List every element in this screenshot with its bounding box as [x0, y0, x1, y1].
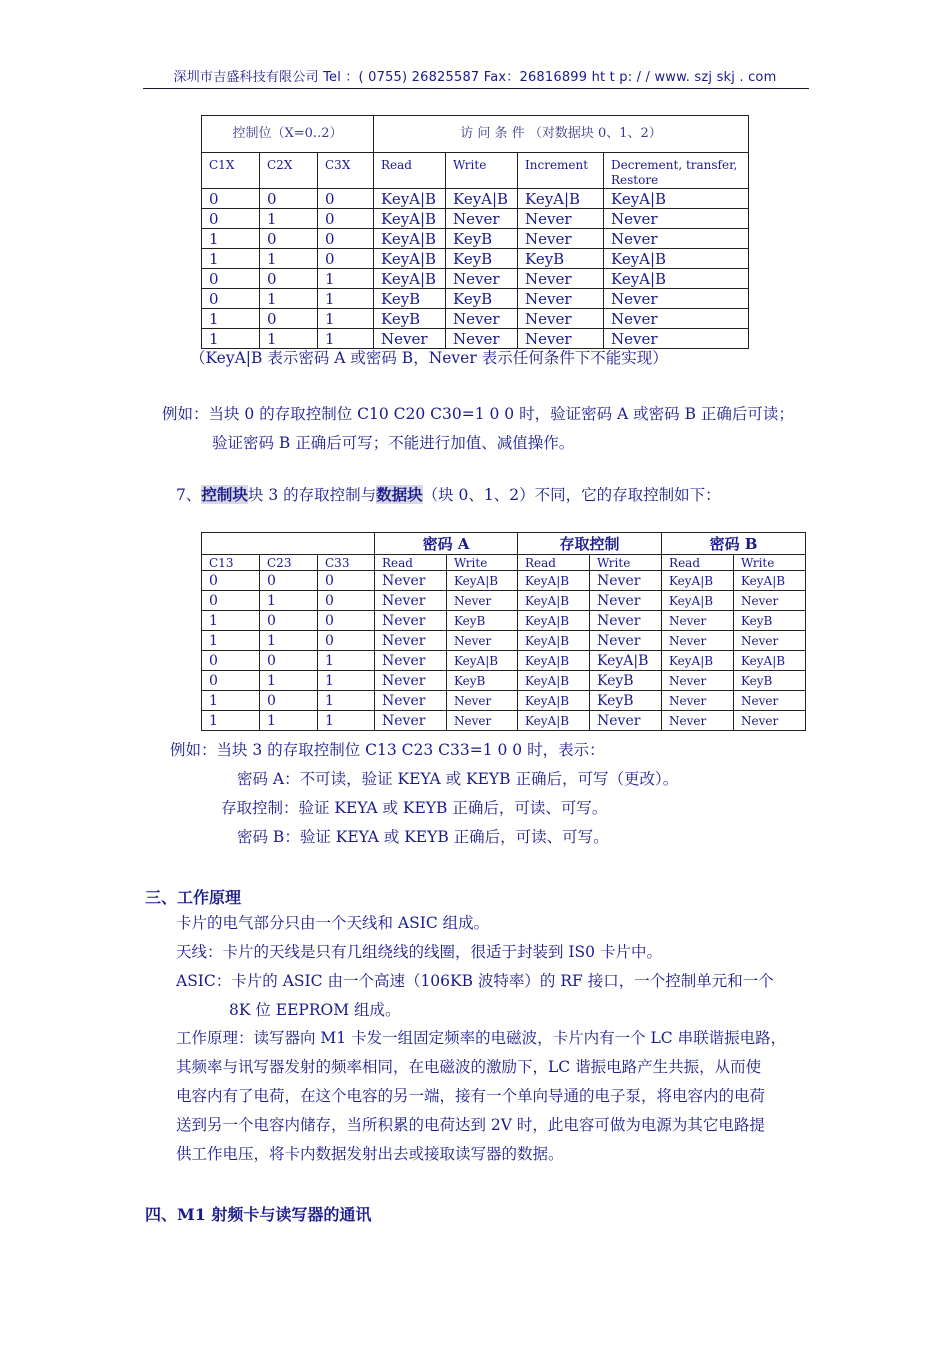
- table-cell: Never: [604, 229, 749, 249]
- table-cell: 0: [260, 571, 318, 591]
- section3-p4-line1: 工作原理：读写器向 M1 卡发一组固定频率的电磁波，卡片内有一个 LC 串联谐振电路，: [176, 1029, 787, 1047]
- table-cell: Never: [446, 329, 518, 349]
- table-cell: KeyB: [447, 611, 518, 631]
- column-header: C1X: [202, 153, 260, 189]
- section3-p2: 天线：卡片的天线是只有几组绕线的线圈，很适于封装到 IS0 卡片中。: [176, 943, 662, 961]
- table-cell: Never: [375, 611, 447, 631]
- table-cell: KeyA|B: [518, 631, 590, 651]
- table-cell: 0: [202, 269, 260, 289]
- table-cell: KeyA|B: [518, 571, 590, 591]
- table-cell: 0: [260, 611, 318, 631]
- table-row: [202, 309, 749, 329]
- column-header: [604, 153, 749, 189]
- table-cell: KeyA|B: [518, 671, 590, 691]
- column-header: Write: [590, 555, 662, 571]
- table-cell: Never: [447, 631, 518, 651]
- column-header: Read: [518, 555, 590, 571]
- table-cell: KeyB: [446, 249, 518, 269]
- table-cell: 1: [318, 309, 374, 329]
- section3-p4-line2: 其频率与讯写器发射的频率相同，在电磁波的激励下，LC 谐振电路产生共振，从而使: [176, 1058, 762, 1076]
- table-cell: 0: [318, 611, 375, 631]
- table-cell: 1: [260, 671, 318, 691]
- table-cell: KeyA|B: [518, 651, 590, 671]
- table-cell: KeyA|B: [604, 249, 749, 269]
- table-row: [202, 611, 806, 631]
- table-cell: KeyA|B: [374, 269, 446, 289]
- example2-line2: 密码 A：不可读，验证 KEYA 或 KEYB 正确后，可写（更改）。: [237, 770, 679, 788]
- section3-p4-line5: 供工作电压，将卡内数据发射出去或接取读写器的数据。: [176, 1145, 564, 1163]
- control-bits-header: 控制位（X=0..2）: [202, 116, 374, 153]
- section3-p4-line3: 电容内有了电荷，在这个电容的另一端，接有一个单向导通的电子泵，将电容内的电荷: [176, 1087, 766, 1105]
- table-cell: Never: [604, 289, 749, 309]
- table-cell: KeyA|B: [590, 651, 662, 671]
- table-cell: KeyA|B: [662, 571, 734, 591]
- table-row: [202, 671, 806, 691]
- table-cell: 1: [202, 711, 260, 731]
- header-divider: [143, 88, 809, 89]
- table-cell: KeyA|B: [662, 651, 734, 671]
- table-cell: KeyB: [518, 249, 604, 269]
- table-cell: 1: [260, 711, 318, 731]
- table-cell: Never: [374, 329, 446, 349]
- table-cell: 1: [202, 309, 260, 329]
- table-cell: 1: [202, 229, 260, 249]
- column-header: Write: [446, 153, 518, 189]
- blank-header-cell: [202, 533, 375, 555]
- column-header: C33: [318, 555, 375, 571]
- table-row: [202, 329, 749, 349]
- table-cell: Never: [375, 651, 447, 671]
- table-row: [202, 189, 749, 209]
- table-cell: Never: [518, 209, 604, 229]
- table-cell: Never: [604, 209, 749, 229]
- data-block-access-table: [201, 115, 749, 349]
- table-cell: 0: [318, 631, 375, 651]
- table-cell: 0: [202, 209, 260, 229]
- table-row: [202, 651, 806, 671]
- table-cell: Never: [590, 611, 662, 631]
- column-header: C3X: [318, 153, 374, 189]
- table-cell: KeyA|B: [374, 209, 446, 229]
- table-cell: 1: [260, 249, 318, 269]
- example1-line1: 例如：当块 0 的存取控制位 C10 C20 C30=1 0 0 时，验证密码 A 或密码 B 正确后可读；: [162, 405, 794, 423]
- section3-heading: 三、工作原理: [145, 888, 242, 907]
- table-cell: KeyA|B: [604, 189, 749, 209]
- table-cell: 0: [260, 691, 318, 711]
- table-cell: Never: [518, 229, 604, 249]
- table-cell: KeyA|B: [518, 189, 604, 209]
- table-cell: 0: [260, 269, 318, 289]
- table-cell: 0: [318, 229, 374, 249]
- table-cell: 0: [318, 249, 374, 269]
- section4-heading: 四、M1 射频卡与读写器的通讯: [145, 1205, 372, 1224]
- table-cell: Never: [734, 691, 806, 711]
- section7-title: [176, 485, 721, 505]
- column-header: Read: [375, 555, 447, 571]
- table-cell: 1: [202, 249, 260, 269]
- table-cell: Never: [662, 711, 734, 731]
- table-cell: KeyB: [446, 289, 518, 309]
- column-header: C2X: [260, 153, 318, 189]
- table-cell: 1: [202, 631, 260, 651]
- group-header-key-b: 密码 B: [662, 533, 806, 555]
- table-cell: 1: [318, 691, 375, 711]
- table-row: [202, 249, 749, 269]
- table-cell: 0: [202, 289, 260, 309]
- example2-line3: 存取控制：验证 KEYA 或 KEYB 正确后，可读、可写。: [221, 799, 608, 817]
- table-cell: 1: [318, 711, 375, 731]
- table-cell: 0: [260, 189, 318, 209]
- section3-p4-line4: 送到另一个电容内储存，当所积累的电荷达到 2V 时，此电容可做为电源为其它电路提: [176, 1116, 765, 1134]
- table-cell: 0: [318, 571, 375, 591]
- column-header: Write: [447, 555, 518, 571]
- table-cell: KeyA|B: [734, 571, 806, 591]
- table-cell: 0: [318, 189, 374, 209]
- table-cell: KeyA|B: [447, 651, 518, 671]
- table-cell: Never: [375, 591, 447, 611]
- table-cell: KeyA|B: [604, 269, 749, 289]
- example2-line1: 例如：当块 3 的存取控制位 C13 C23 C33=1 0 0 时，表示：: [170, 741, 605, 759]
- table-cell: KeyB: [374, 289, 446, 309]
- table-cell: Never: [447, 591, 518, 611]
- table-cell: Never: [447, 711, 518, 731]
- table-cell: KeyA|B: [374, 229, 446, 249]
- table-cell: Never: [734, 591, 806, 611]
- table-cell: 1: [260, 289, 318, 309]
- table-cell: KeyA|B: [662, 591, 734, 611]
- table-row: [202, 711, 806, 731]
- column-header-line: Restore: [611, 173, 659, 187]
- table-cell: 1: [318, 329, 374, 349]
- page-header: 深圳市吉盛科技有限公司 Tel ：( 0755) 26825587 Fax：26816899 ht t p: / / www. szj skj . com: [173, 70, 777, 85]
- table-cell: Never: [662, 611, 734, 631]
- table-cell: KeyB: [447, 671, 518, 691]
- table-cell: KeyA|B: [518, 611, 590, 631]
- column-header: C23: [260, 555, 318, 571]
- section3-p3a: ASIC：卡片的 ASIC 由一个高速（106KB 波特率）的 RF 接口，一个控制单元和一个: [176, 972, 774, 990]
- highlight-data-block: 数据块: [376, 485, 423, 504]
- table-cell: KeyB: [590, 691, 662, 711]
- table-cell: 0: [202, 591, 260, 611]
- table-cell: KeyB: [734, 671, 806, 691]
- example2-line4: 密码 B：验证 KEYA 或 KEYB 正确后，可读、可写。: [237, 828, 609, 846]
- table-body: [202, 571, 806, 731]
- table-cell: 0: [202, 571, 260, 591]
- table-cell: KeyA|B: [518, 691, 590, 711]
- group-header-key-a: 密码 A: [375, 533, 518, 555]
- table-cell: Never: [446, 309, 518, 329]
- table-cell: Never: [590, 571, 662, 591]
- table-cell: Never: [662, 691, 734, 711]
- table-cell: Never: [518, 289, 604, 309]
- highlight-control-block: 控制块: [201, 485, 248, 504]
- table-cell: KeyA|B: [518, 591, 590, 611]
- table-cell: Never: [518, 309, 604, 329]
- table-cell: Never: [604, 309, 749, 329]
- table-cell: 0: [202, 651, 260, 671]
- table-row: [202, 631, 806, 651]
- table-cell: 0: [260, 651, 318, 671]
- table-cell: Never: [518, 329, 604, 349]
- table-cell: 1: [318, 651, 375, 671]
- table-row: [202, 229, 749, 249]
- table-cell: Never: [375, 571, 447, 591]
- table-row: [202, 591, 806, 611]
- table-cell: Never: [662, 671, 734, 691]
- table-body: [202, 189, 749, 349]
- table-cell: Never: [447, 691, 518, 711]
- table-cell: Never: [734, 631, 806, 651]
- access-conditions-header: 访 问 条 件 （对数据块 0、1、2）: [374, 116, 749, 153]
- trailer-block-access-table: [201, 532, 806, 731]
- table-cell: 0: [202, 671, 260, 691]
- table-cell: KeyB: [374, 309, 446, 329]
- section7-mid: 块 3 的存取控制与: [247, 486, 377, 504]
- table-cell: Never: [590, 631, 662, 651]
- table-cell: Never: [734, 711, 806, 731]
- table-cell: 1: [318, 269, 374, 289]
- table-cell: KeyA|B: [734, 651, 806, 671]
- table-cell: Never: [375, 691, 447, 711]
- table-cell: 1: [318, 289, 374, 309]
- section7-prefix: 7、: [176, 486, 202, 504]
- table-cell: KeyB: [590, 671, 662, 691]
- table-cell: 0: [318, 591, 375, 611]
- table-cell: 1: [202, 691, 260, 711]
- table-cell: Never: [662, 631, 734, 651]
- column-header: C13: [202, 555, 260, 571]
- table-cell: 0: [260, 229, 318, 249]
- table-cell: KeyA|B: [374, 189, 446, 209]
- table-cell: 1: [260, 591, 318, 611]
- group-header-access-control: 存取控制: [518, 533, 662, 555]
- table-cell: Never: [375, 671, 447, 691]
- table-cell: Never: [604, 329, 749, 349]
- table-cell: KeyA|B: [374, 249, 446, 269]
- table-cell: Never: [375, 711, 447, 731]
- table-cell: 1: [202, 329, 260, 349]
- table-cell: 0: [318, 209, 374, 229]
- table-row: [202, 691, 806, 711]
- table-cell: Never: [518, 269, 604, 289]
- column-header: Read: [662, 555, 734, 571]
- table-cell: 1: [318, 671, 375, 691]
- table-cell: KeyA|B: [447, 571, 518, 591]
- table-cell: 1: [202, 611, 260, 631]
- column-header: Write: [734, 555, 806, 571]
- table-cell: Never: [590, 711, 662, 731]
- table-cell: 0: [260, 309, 318, 329]
- table-cell: 1: [260, 329, 318, 349]
- column-header: Increment: [518, 153, 604, 189]
- table1-note: （KeyA|B 表示密码 A 或密码 B，Never 表示任何条件下不能实现）: [190, 349, 668, 367]
- table-cell: 1: [260, 631, 318, 651]
- table-row: [202, 571, 806, 591]
- section3-p3b: 8K 位 EEPROM 组成。: [229, 1001, 401, 1019]
- table-cell: KeyB: [446, 229, 518, 249]
- table-cell: Never: [446, 269, 518, 289]
- table-cell: KeyA|B: [518, 711, 590, 731]
- table-cell: KeyB: [734, 611, 806, 631]
- table-cell: 1: [260, 209, 318, 229]
- column-header: Read: [374, 153, 446, 189]
- section3-p1: 卡片的电气部分只由一个天线和 ASIC 组成。: [176, 914, 490, 932]
- table-cell: Never: [375, 631, 447, 651]
- section7-suffix: （块 0、1、2）不同，它的存取控制如下：: [422, 486, 721, 504]
- table-row: [202, 209, 749, 229]
- table-row: [202, 289, 749, 309]
- table-row: [202, 269, 749, 289]
- table-cell: KeyA|B: [446, 189, 518, 209]
- table-cell: Never: [446, 209, 518, 229]
- column-header-line: Decrement, transfer,: [611, 158, 738, 172]
- table-cell: 0: [202, 189, 260, 209]
- table-cell: Never: [590, 591, 662, 611]
- example1-line2: 验证密码 B 正确后可写；不能进行加值、减值操作。: [212, 434, 575, 452]
